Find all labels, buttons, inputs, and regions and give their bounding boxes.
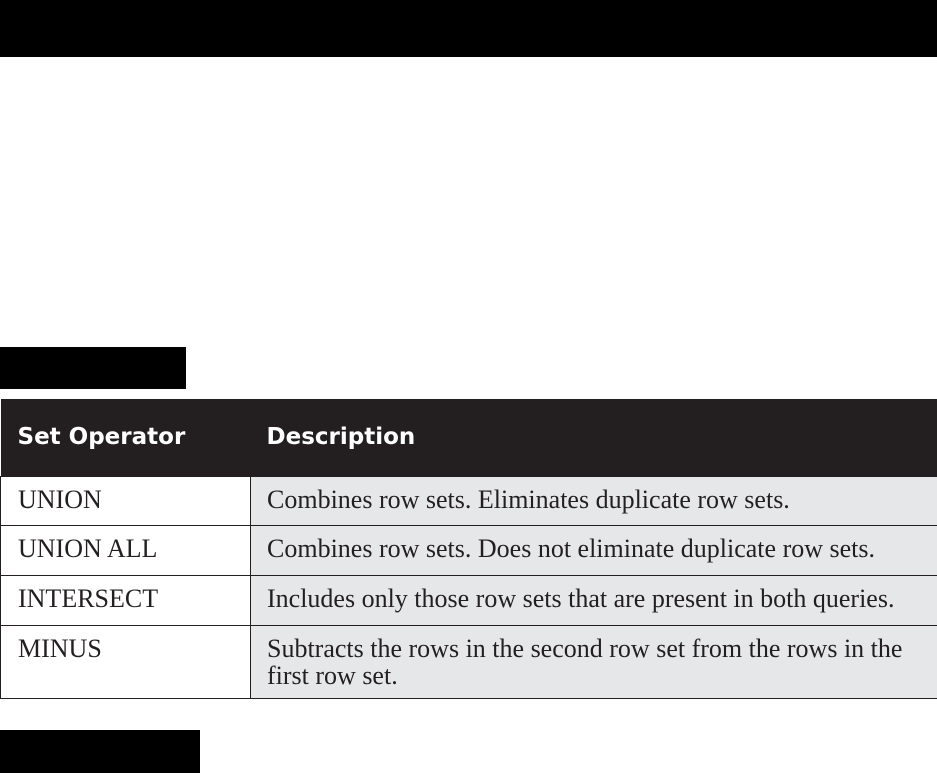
table-row	[1, 575, 937, 625]
operator-cell: INTERSECT	[1, 575, 251, 625]
lower-black-label-block	[0, 730, 200, 773]
set-operators-table	[0, 399, 937, 699]
description-cell: Combines row sets. Does not eliminate duplicate row sets.	[251, 525, 937, 575]
upper-black-label-block	[0, 347, 186, 389]
operator-cell: UNION ALL	[1, 525, 251, 575]
top-black-bar	[0, 0, 937, 57]
operator-cell: MINUS	[1, 625, 251, 698]
description-cell: Subtracts the rows in the second row set from the rows in the first row set.	[251, 625, 937, 698]
header-set-operator: Set Operator	[1, 399, 251, 476]
table-row	[1, 476, 937, 525]
description-cell: Includes only those row sets that are present in both queries.	[251, 575, 937, 625]
header-description: Description	[251, 399, 937, 476]
table-row	[1, 525, 937, 575]
table-header-row	[1, 399, 937, 476]
operator-cell: UNION	[1, 476, 251, 525]
description-cell: Combines row sets. Eliminates duplicate row sets.	[251, 476, 937, 525]
table-row	[1, 625, 937, 698]
